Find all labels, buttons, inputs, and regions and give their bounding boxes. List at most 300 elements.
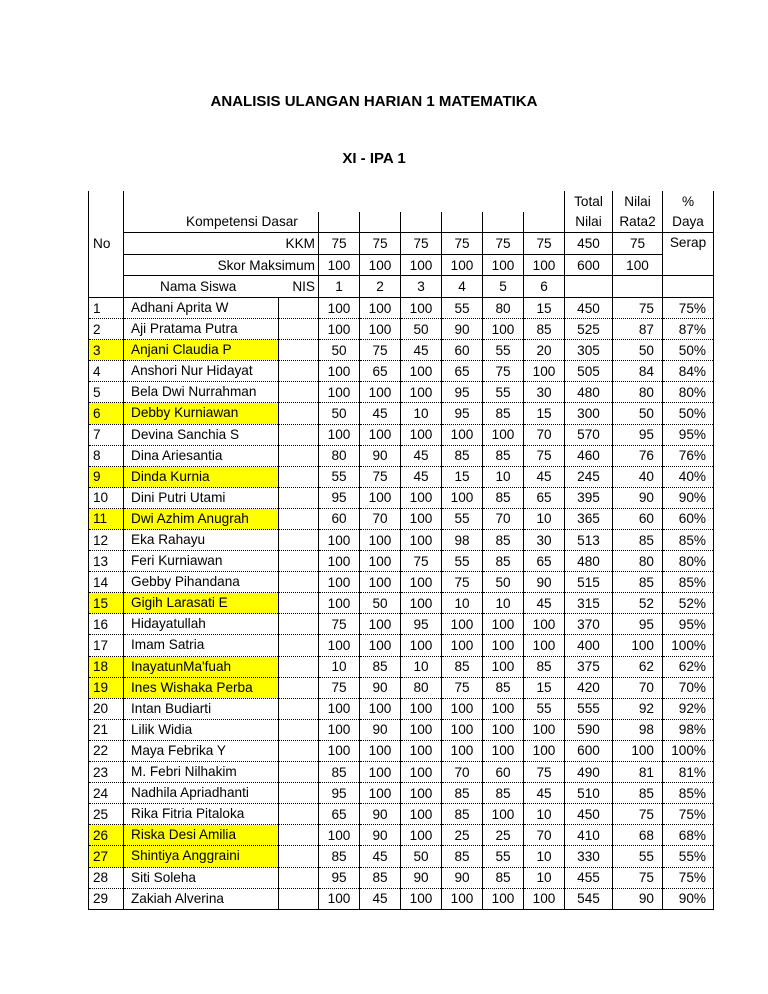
row-score: 85 [442, 804, 483, 825]
skor-maksimum-value: 100 [401, 254, 442, 276]
row-daya-serap: 90% [663, 888, 714, 909]
row-nis [279, 466, 319, 487]
row-no: 5 [89, 382, 124, 403]
row-total: 505 [565, 361, 613, 382]
row-score: 70 [524, 424, 565, 445]
row-no: 25 [89, 804, 124, 825]
row-total: 410 [565, 825, 613, 846]
row-score: 100 [483, 719, 524, 740]
row-score: 90 [442, 867, 483, 888]
row-score: 85 [483, 551, 524, 572]
row-student-name [124, 361, 279, 382]
row-score: 10 [524, 804, 565, 825]
row-nis [279, 572, 319, 593]
row-score: 100 [442, 888, 483, 909]
row-score: 55 [483, 846, 524, 867]
row-nis [279, 424, 319, 445]
row-score: 100 [360, 635, 401, 656]
row-no: 27 [89, 846, 124, 867]
row-nis [279, 719, 319, 740]
row-nis [279, 825, 319, 846]
student-name-text: Gigih Larasati E [131, 595, 228, 611]
row-daya-serap: 98% [663, 719, 714, 740]
row-nis [279, 403, 319, 424]
skor-maksimum-value: 100 [483, 254, 524, 276]
row-score: 80 [401, 677, 442, 698]
row-nis [279, 297, 319, 318]
table-row [89, 740, 714, 761]
row-score: 100 [483, 424, 524, 445]
row-score: 100 [360, 551, 401, 572]
skor-maksimum-value: 100 [360, 254, 401, 276]
row-average: 98 [613, 719, 663, 740]
row-score: 75 [360, 340, 401, 361]
row-no: 16 [89, 614, 124, 635]
row-daya-serap: 100% [663, 635, 714, 656]
row-score: 100 [401, 719, 442, 740]
soal-number: 2 [360, 276, 401, 298]
student-name-text: Debby Kurniawan [131, 405, 239, 421]
row-daya-serap: 50% [663, 340, 714, 361]
table-row [89, 466, 714, 487]
row-score: 100 [524, 614, 565, 635]
row-score: 65 [524, 551, 565, 572]
kkm-value: 75 [360, 233, 401, 255]
row-total: 375 [565, 656, 613, 677]
row-nis [279, 698, 319, 719]
row-score: 85 [360, 656, 401, 677]
row-score: 10 [442, 593, 483, 614]
row-score: 100 [401, 508, 442, 529]
row-score: 85 [483, 487, 524, 508]
row-nis [279, 677, 319, 698]
row-no: 21 [89, 719, 124, 740]
row-daya-serap: 55% [663, 846, 714, 867]
row-score: 100 [401, 888, 442, 909]
table-row [89, 572, 714, 593]
student-name-text: Adhani Aprita W [131, 299, 229, 315]
row-student-name [124, 551, 279, 572]
row-student-name [124, 424, 279, 445]
row-average: 70 [613, 677, 663, 698]
row-score: 65 [524, 487, 565, 508]
row-average: 100 [613, 740, 663, 761]
row-score: 100 [401, 825, 442, 846]
row-score: 95 [442, 403, 483, 424]
row-no: 23 [89, 762, 124, 783]
row-total: 545 [565, 888, 613, 909]
header-nilai-1: Nilai [613, 191, 663, 212]
row-score: 100 [483, 740, 524, 761]
row-total: 455 [565, 867, 613, 888]
student-name-text: Maya Febrika Y [131, 742, 226, 758]
header-total-2: Nilai [565, 212, 613, 233]
row-score: 100 [360, 762, 401, 783]
row-student-name [124, 530, 279, 551]
table-row [89, 593, 714, 614]
row-score: 45 [360, 888, 401, 909]
row-score: 85 [483, 867, 524, 888]
row-no: 1 [89, 297, 124, 318]
row-score: 100 [483, 614, 524, 635]
row-score: 85 [442, 656, 483, 677]
row-score: 90 [360, 445, 401, 466]
row-score: 50 [401, 846, 442, 867]
row-total: 480 [565, 382, 613, 403]
row-no: 15 [89, 593, 124, 614]
student-name-text: Riska Desi Amilia [131, 827, 236, 843]
row-no: 18 [89, 656, 124, 677]
row-daya-serap: 81% [663, 762, 714, 783]
table-row [89, 551, 714, 572]
row-score: 80 [483, 297, 524, 318]
row-score: 100 [319, 719, 360, 740]
row-total: 420 [565, 677, 613, 698]
row-score: 10 [483, 593, 524, 614]
row-score: 100 [319, 297, 360, 318]
row-no: 9 [89, 466, 124, 487]
row-total: 305 [565, 340, 613, 361]
row-nis [279, 656, 319, 677]
row-student-name [124, 804, 279, 825]
student-name-text: Rika Fitria Pitaloka [131, 806, 245, 822]
student-name-text: Intan Budiarti [131, 700, 212, 716]
row-score: 95 [319, 783, 360, 804]
header-daya-1: % [663, 191, 714, 212]
row-nis [279, 593, 319, 614]
row-score: 100 [442, 424, 483, 445]
table-row [89, 530, 714, 551]
row-total: 590 [565, 719, 613, 740]
table-row [89, 403, 714, 424]
row-score: 85 [319, 846, 360, 867]
row-score: 100 [442, 740, 483, 761]
row-nis [279, 762, 319, 783]
row-average: 87 [613, 319, 663, 340]
row-student-name [124, 445, 279, 466]
row-score: 95 [319, 487, 360, 508]
row-total: 300 [565, 403, 613, 424]
row-score: 55 [319, 466, 360, 487]
row-student-name [124, 783, 279, 804]
row-average: 40 [613, 466, 663, 487]
skor-maksimum-value: 100 [613, 254, 663, 276]
row-score: 70 [524, 825, 565, 846]
row-score: 100 [360, 319, 401, 340]
row-daya-serap: 75% [663, 804, 714, 825]
row-score: 100 [401, 297, 442, 318]
row-no: 26 [89, 825, 124, 846]
row-student-name [124, 466, 279, 487]
row-score: 45 [524, 593, 565, 614]
header-kompetensi-dasar: Kompetensi Dasar [124, 212, 319, 233]
row-student-name [124, 297, 279, 318]
table-row [89, 825, 714, 846]
row-daya-serap: 85% [663, 572, 714, 593]
student-name-text: Imam Satria [131, 637, 205, 653]
row-score: 95 [401, 614, 442, 635]
row-score: 90 [360, 804, 401, 825]
row-average: 52 [613, 593, 663, 614]
row-score: 55 [442, 508, 483, 529]
row-score: 10 [401, 656, 442, 677]
student-name-text: Eka Rahayu [131, 532, 206, 547]
row-score: 100 [319, 593, 360, 614]
row-no: 3 [89, 340, 124, 361]
class-subtitle: XI - IPA 1 [342, 150, 406, 167]
row-score: 100 [319, 740, 360, 761]
row-score: 55 [442, 551, 483, 572]
row-score: 100 [360, 487, 401, 508]
row-score: 85 [483, 530, 524, 551]
kkm-value: 75 [613, 233, 663, 255]
soal-number: 3 [401, 276, 442, 298]
row-total: 510 [565, 783, 613, 804]
row-nis [279, 508, 319, 529]
row-score: 10 [319, 656, 360, 677]
row-average: 95 [613, 424, 663, 445]
row-average: 50 [613, 403, 663, 424]
row-score: 25 [483, 825, 524, 846]
row-score: 50 [483, 572, 524, 593]
row-score: 75 [483, 361, 524, 382]
row-score: 25 [442, 825, 483, 846]
row-score: 100 [401, 593, 442, 614]
soal-number: 4 [442, 276, 483, 298]
skor-maksimum-value: 100 [442, 254, 483, 276]
row-score: 98 [442, 530, 483, 551]
table-row [89, 614, 714, 635]
kkm-value: 75 [483, 233, 524, 255]
row-student-name [124, 572, 279, 593]
table-row [89, 424, 714, 445]
row-score: 85 [483, 403, 524, 424]
row-daya-serap: 68% [663, 825, 714, 846]
row-average: 75 [613, 867, 663, 888]
row-student-name [124, 403, 279, 424]
header-no: No [89, 191, 124, 297]
student-name-text: Dini Putri Utami [131, 489, 226, 505]
row-score: 55 [442, 297, 483, 318]
row-score: 10 [524, 508, 565, 529]
row-total: 570 [565, 424, 613, 445]
document-title: ANALISIS ULANGAN HARIAN 1 MATEMATIKA [210, 93, 538, 110]
student-name-text: Anjani Claudia P [131, 342, 232, 358]
row-daya-serap: 95% [663, 614, 714, 635]
row-score: 70 [483, 508, 524, 529]
row-score: 75 [442, 677, 483, 698]
row-average: 62 [613, 656, 663, 677]
row-score: 60 [483, 762, 524, 783]
row-score: 100 [401, 382, 442, 403]
row-total: 490 [565, 762, 613, 783]
row-average: 92 [613, 698, 663, 719]
student-name-text: Feri Kurniawan [131, 553, 223, 569]
row-score: 100 [401, 572, 442, 593]
row-total: 450 [565, 297, 613, 318]
row-student-name [124, 698, 279, 719]
skor-maksimum-value: 100 [524, 254, 565, 276]
table-row [89, 719, 714, 740]
kkm-value: 450 [565, 233, 613, 255]
row-daya-serap: 87% [663, 319, 714, 340]
row-daya-serap: 75% [663, 867, 714, 888]
row-score: 90 [401, 867, 442, 888]
row-score: 90 [360, 825, 401, 846]
table-row [89, 677, 714, 698]
row-score: 10 [524, 846, 565, 867]
row-student-name [124, 719, 279, 740]
student-name-text: InayatunMa'fuah [131, 658, 232, 674]
row-score: 100 [319, 530, 360, 551]
row-score: 100 [319, 551, 360, 572]
row-score: 80 [319, 445, 360, 466]
row-nis [279, 445, 319, 466]
row-score: 100 [401, 698, 442, 719]
row-score: 55 [524, 698, 565, 719]
row-score: 100 [360, 614, 401, 635]
row-score: 45 [401, 466, 442, 487]
row-average: 75 [613, 297, 663, 318]
row-nis [279, 487, 319, 508]
row-student-name [124, 677, 279, 698]
row-score: 85 [442, 783, 483, 804]
row-student-name [124, 382, 279, 403]
row-student-name [124, 762, 279, 783]
row-nis [279, 804, 319, 825]
row-no: 20 [89, 698, 124, 719]
row-average: 100 [613, 635, 663, 656]
row-score: 45 [401, 445, 442, 466]
header-daya-2: Daya [663, 212, 714, 233]
row-student-name [124, 508, 279, 529]
student-name-text: Hidayatullah [131, 616, 206, 632]
row-score: 15 [524, 297, 565, 318]
table-row [89, 319, 714, 340]
row-score: 100 [319, 698, 360, 719]
row-score: 100 [483, 888, 524, 909]
row-score: 85 [442, 846, 483, 867]
row-score: 65 [442, 361, 483, 382]
table-row [89, 698, 714, 719]
student-name-text: Anshori Nur Hidayat [131, 363, 253, 379]
row-student-name [124, 825, 279, 846]
row-student-name [124, 867, 279, 888]
row-nis [279, 382, 319, 403]
row-nis [279, 867, 319, 888]
row-score: 100 [442, 614, 483, 635]
row-student-name [124, 340, 279, 361]
row-no: 14 [89, 572, 124, 593]
row-no: 28 [89, 867, 124, 888]
row-score: 100 [319, 635, 360, 656]
row-score: 100 [401, 361, 442, 382]
kkm-value: 75 [442, 233, 483, 255]
row-daya-serap: 76% [663, 445, 714, 466]
row-average: 85 [613, 572, 663, 593]
row-score: 90 [442, 319, 483, 340]
row-score: 50 [360, 593, 401, 614]
row-score: 100 [319, 361, 360, 382]
row-nis [279, 740, 319, 761]
row-score: 95 [319, 867, 360, 888]
row-score: 100 [483, 698, 524, 719]
table-row [89, 361, 714, 382]
row-nis [279, 530, 319, 551]
row-total: 400 [565, 635, 613, 656]
student-name-text: Aji Pratama Putra [131, 321, 238, 337]
row-no: 2 [89, 319, 124, 340]
row-total: 600 [565, 740, 613, 761]
row-score: 100 [360, 530, 401, 551]
row-score: 85 [319, 762, 360, 783]
row-daya-serap: 90% [663, 487, 714, 508]
row-score: 100 [319, 382, 360, 403]
row-score: 50 [319, 340, 360, 361]
row-score: 100 [360, 698, 401, 719]
row-no: 29 [89, 888, 124, 909]
row-daya-serap: 52% [663, 593, 714, 614]
row-average: 80 [613, 551, 663, 572]
row-no: 12 [89, 530, 124, 551]
row-score: 75 [360, 466, 401, 487]
table-row [89, 762, 714, 783]
row-average: 81 [613, 762, 663, 783]
row-nis [279, 888, 319, 909]
row-score: 75 [401, 551, 442, 572]
row-score: 55 [483, 340, 524, 361]
row-score: 100 [319, 424, 360, 445]
row-no: 7 [89, 424, 124, 445]
row-score: 95 [442, 382, 483, 403]
row-score: 100 [401, 635, 442, 656]
row-score: 15 [524, 677, 565, 698]
row-score: 65 [360, 361, 401, 382]
header-skor-maksimum: Skor Maksimum [124, 254, 319, 276]
row-score: 90 [360, 677, 401, 698]
row-nis [279, 361, 319, 382]
row-nis [279, 319, 319, 340]
row-score: 85 [442, 445, 483, 466]
row-score: 100 [524, 361, 565, 382]
row-score: 100 [483, 656, 524, 677]
kkm-value: 75 [524, 233, 565, 255]
row-average: 95 [613, 614, 663, 635]
row-score: 75 [319, 614, 360, 635]
soal-number: 1 [319, 276, 360, 298]
row-total: 245 [565, 466, 613, 487]
row-daya-serap: 50% [663, 403, 714, 424]
row-nis [279, 846, 319, 867]
header-kkm: KKM [124, 233, 319, 255]
student-name-text: Ines Wishaka Perba [131, 679, 253, 695]
header-nis: NIS [279, 276, 319, 298]
table-row [89, 487, 714, 508]
soal-number: 5 [483, 276, 524, 298]
row-total: 515 [565, 572, 613, 593]
row-no: 6 [89, 403, 124, 424]
row-average: 80 [613, 382, 663, 403]
header-nilai-2: Rata2 [613, 212, 663, 233]
row-score: 45 [360, 846, 401, 867]
row-daya-serap: 40% [663, 466, 714, 487]
row-score: 75 [442, 572, 483, 593]
student-name-text: Shintiya Anggraini [131, 848, 240, 864]
row-score: 100 [401, 487, 442, 508]
table-row [89, 888, 714, 909]
row-total: 513 [565, 530, 613, 551]
row-score: 45 [401, 340, 442, 361]
